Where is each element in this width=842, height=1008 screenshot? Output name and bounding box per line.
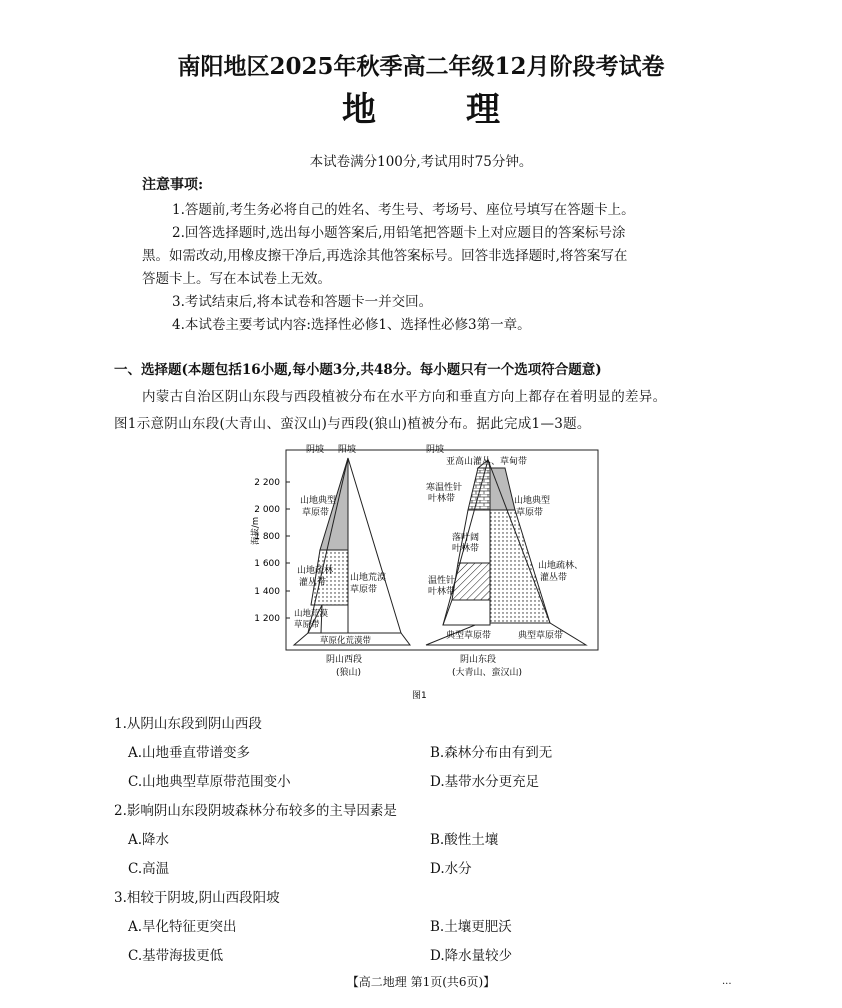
west-name: 阴山西段 xyxy=(326,655,363,665)
y-tick-1600: 1 600 xyxy=(254,559,280,569)
east-coniferous-warm-label-2: 叶林带 xyxy=(428,587,456,597)
question-3-stem: 3.相较于阴坡,阴山西段阳坡 xyxy=(114,890,280,906)
east-steppe-right-label: 典型草原带 xyxy=(518,631,564,641)
y-tick-2200: 2 200 xyxy=(254,478,280,488)
east-coniferous-cold-label-2: 叶林带 xyxy=(428,494,456,504)
west-sub: (狼山) xyxy=(336,668,362,678)
section-heading: 一、选择题(本题包括16小题,每小题3分,共48分。每小题只有一个选项符合题意) xyxy=(114,362,602,378)
question-1-option-d: D.基带水分更充足 xyxy=(430,774,540,790)
question-1-option-a: A.山地垂直带谱变多 xyxy=(128,745,251,761)
west-desert-left-label-1: 山地荒漠 xyxy=(294,609,329,619)
page-footer: 【高二地理 第1页(共6页)】 xyxy=(346,975,496,989)
notes-heading: 注意事项: xyxy=(142,177,204,193)
east-coniferous-cold-label-1: 寒温性针 xyxy=(426,483,463,493)
east-deciduous-label-2: 叶林带 xyxy=(452,544,480,554)
west-scrub-label-2: 灌丛带 xyxy=(299,578,327,588)
note-line-5: 3.考试结束后,将本试卷和答题卡一并交回。 xyxy=(172,294,433,310)
question-3-option-b: B.土壤更肥沃 xyxy=(430,919,512,935)
west-sunny-label: 阳坡 xyxy=(338,445,357,455)
exam-meta: 本试卷满分100分,考试用时75分钟。 xyxy=(309,154,533,170)
west-base-label: 草原化荒漠带 xyxy=(320,636,372,646)
y-axis-label: 海拔/m xyxy=(251,516,261,545)
question-1-stem: 1.从阴山东段到阴山西段 xyxy=(114,716,262,732)
east-right-meadow-label-1: 山地典型 xyxy=(514,496,551,506)
y-tick-2000: 2 000 xyxy=(254,505,280,515)
note-line-1: 1.答题前,考生务必将自己的姓名、考生号、考场号、座位号填写在答题卡上。 xyxy=(172,202,635,218)
question-2-option-b: B.酸性土壤 xyxy=(430,832,499,848)
east-right-scrub-label-1: 山地疏林、 xyxy=(538,561,584,571)
west-shady-label: 阴坡 xyxy=(306,445,325,455)
question-1-option-c: C.山地典型草原带范围变小 xyxy=(128,774,291,790)
question-3-option-d: D.降水量较少 xyxy=(430,948,513,964)
y-tick-1200: 1 200 xyxy=(254,614,280,624)
section-intro-1: 内蒙古自治区阴山东段与西段植被分布在水平方向和垂直方向上都存在着明显的差异。 xyxy=(142,389,667,405)
east-coniferous-warm-label-1: 温性针 xyxy=(428,576,456,586)
west-desert-right-label-1: 山地荒漠 xyxy=(350,573,387,583)
east-sub: (大青山、蛮汉山) xyxy=(452,668,523,678)
east-steppe-left-label: 典型草原带 xyxy=(446,631,492,641)
question-1-option-b: B.森林分布由有到无 xyxy=(430,745,553,761)
exam-title: 南阳地区2025年秋季高二年级12月阶段考试卷 xyxy=(177,53,665,80)
subject-title: 地理 xyxy=(342,90,590,130)
east-deciduous-label-1: 落叶阔 xyxy=(452,533,480,543)
section-intro-2: 图1示意阴山东段(大青山、蛮汉山)与西段(狼山)植被分布。据此完成1—3题。 xyxy=(114,416,591,432)
question-3-option-c: C.基带海拔更低 xyxy=(128,948,224,964)
y-tick-1400: 1 400 xyxy=(254,587,280,597)
west-meadow-label-1: 山地典型 xyxy=(300,496,337,506)
question-3-option-a: A.旱化特征更突出 xyxy=(128,919,237,935)
y-axis-ticks xyxy=(254,478,290,624)
note-line-3: 黑。如需改动,用橡皮擦干净后,再选涂其他答案标号。回答非选择题时,将答案写在 xyxy=(142,248,628,264)
question-2-option-d: D.水分 xyxy=(430,861,472,877)
question-2-option-a: A.降水 xyxy=(128,832,170,848)
note-line-2: 2.回答选择题时,选出每小题答案后,用铅笔把答题卡上对应题目的答案标号涂 xyxy=(172,225,626,241)
east-right-scrub-label-2: 灌丛带 xyxy=(540,573,568,583)
west-scrub-label-1: 山地疏林 xyxy=(297,566,334,576)
footer-mark: ... xyxy=(722,976,732,987)
east-top-label: 亚高山灌丛、草甸带 xyxy=(446,457,528,467)
west-desert-right-label-2: 草原带 xyxy=(350,585,378,595)
west-meadow-label-2: 草原带 xyxy=(302,508,330,518)
y-tick-1800: 1 800 xyxy=(254,532,280,542)
figure-caption: 图1 xyxy=(412,691,427,701)
west-desert-left-label-2: 草原带 xyxy=(294,620,320,630)
note-line-6: 4.本试卷主要考试内容:选择性必修1、选择性必修3第一章。 xyxy=(172,317,531,333)
east-name: 阴山东段 xyxy=(460,655,497,665)
east-shady-label: 阴坡 xyxy=(426,445,445,455)
question-2-stem: 2.影响阴山东段阴坡森林分布较多的主导因素是 xyxy=(114,803,397,819)
east-right-meadow-label-2: 草原带 xyxy=(516,508,544,518)
question-2-option-c: C.高温 xyxy=(128,861,170,877)
figure-vegetation-diagram xyxy=(230,440,610,705)
note-line-4: 答题卡上。写在本试卷上无效。 xyxy=(142,271,331,287)
